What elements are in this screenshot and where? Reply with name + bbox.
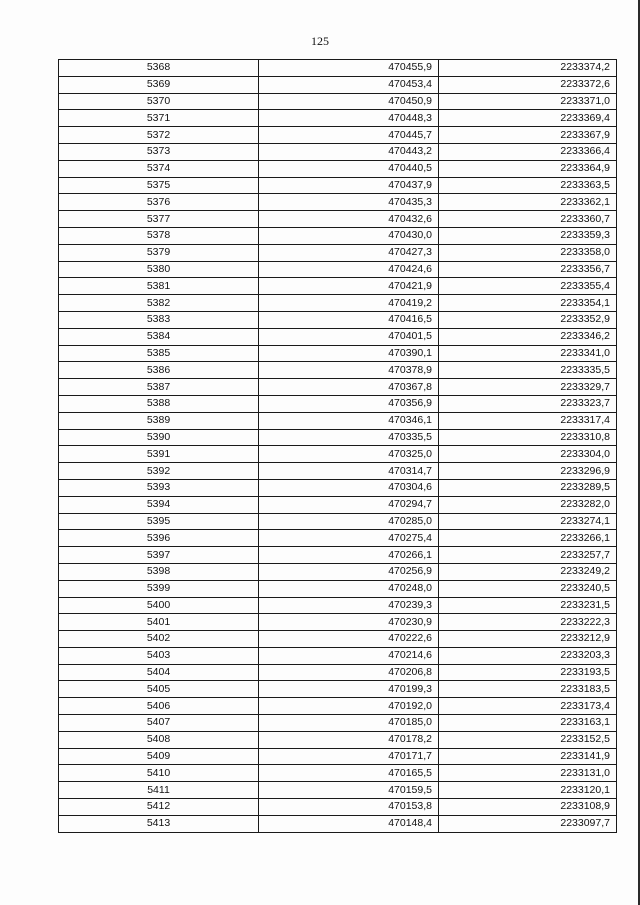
y-coordinate-cell: 2233257,7 (439, 547, 617, 564)
x-coordinate-cell: 470192,0 (259, 698, 439, 715)
x-coordinate-cell: 470390,1 (259, 345, 439, 362)
table-row (59, 715, 617, 732)
point-number-cell: 5390 (59, 429, 259, 446)
x-coordinate-cell: 470285,0 (259, 513, 439, 530)
y-coordinate-cell: 2233203,3 (439, 647, 617, 664)
table-row (59, 446, 617, 463)
table-row (59, 496, 617, 513)
x-coordinate-cell: 470450,9 (259, 93, 439, 110)
table-row (59, 580, 617, 597)
point-number-cell: 5403 (59, 647, 259, 664)
table-row (59, 110, 617, 127)
y-coordinate-cell: 2233120,1 (439, 782, 617, 799)
point-number-cell: 5369 (59, 76, 259, 93)
x-coordinate-cell: 470424,6 (259, 261, 439, 278)
table-row (59, 782, 617, 799)
y-coordinate-cell: 2233329,7 (439, 379, 617, 396)
x-coordinate-cell: 470275,4 (259, 530, 439, 547)
y-coordinate-cell: 2233152,5 (439, 731, 617, 748)
coordinates-table (58, 59, 617, 833)
y-coordinate-cell: 2233289,5 (439, 479, 617, 496)
point-number-cell: 5398 (59, 563, 259, 580)
table-row (59, 647, 617, 664)
y-coordinate-cell: 2233249,2 (439, 563, 617, 580)
x-coordinate-cell: 470335,5 (259, 429, 439, 446)
table-row (59, 547, 617, 564)
x-coordinate-cell: 470294,7 (259, 496, 439, 513)
x-coordinate-cell: 470153,8 (259, 799, 439, 816)
y-coordinate-cell: 2233296,9 (439, 463, 617, 480)
x-coordinate-cell: 470367,8 (259, 379, 439, 396)
point-number-cell: 5383 (59, 311, 259, 328)
y-coordinate-cell: 2233346,2 (439, 328, 617, 345)
x-coordinate-cell: 470256,9 (259, 563, 439, 580)
table-row (59, 614, 617, 631)
y-coordinate-cell: 2233369,4 (439, 110, 617, 127)
y-coordinate-cell: 2233193,5 (439, 664, 617, 681)
point-number-cell: 5374 (59, 160, 259, 177)
point-number-cell: 5413 (59, 815, 259, 832)
table-row (59, 631, 617, 648)
y-coordinate-cell: 2233360,7 (439, 211, 617, 228)
point-number-cell: 5391 (59, 446, 259, 463)
table-row (59, 211, 617, 228)
point-number-cell: 5409 (59, 748, 259, 765)
point-number-cell: 5404 (59, 664, 259, 681)
y-coordinate-cell: 2233266,1 (439, 530, 617, 547)
x-coordinate-cell: 470453,4 (259, 76, 439, 93)
x-coordinate-cell: 470356,9 (259, 395, 439, 412)
table-row (59, 815, 617, 832)
x-coordinate-cell: 470206,8 (259, 664, 439, 681)
x-coordinate-cell: 470165,5 (259, 765, 439, 782)
y-coordinate-cell: 2233240,5 (439, 580, 617, 597)
point-number-cell: 5411 (59, 782, 259, 799)
point-number-cell: 5373 (59, 143, 259, 160)
point-number-cell: 5380 (59, 261, 259, 278)
point-number-cell: 5389 (59, 412, 259, 429)
point-number-cell: 5410 (59, 765, 259, 782)
x-coordinate-cell: 470304,6 (259, 479, 439, 496)
y-coordinate-cell: 2233097,7 (439, 815, 617, 832)
table-row (59, 463, 617, 480)
table-row (59, 227, 617, 244)
table-body (59, 60, 617, 833)
y-coordinate-cell: 2233374,2 (439, 60, 617, 77)
point-number-cell: 5399 (59, 580, 259, 597)
table-row (59, 194, 617, 211)
table-row (59, 244, 617, 261)
point-number-cell: 5379 (59, 244, 259, 261)
y-coordinate-cell: 2233359,3 (439, 227, 617, 244)
y-coordinate-cell: 2233282,0 (439, 496, 617, 513)
y-coordinate-cell: 2233274,1 (439, 513, 617, 530)
table-row (59, 664, 617, 681)
y-coordinate-cell: 2233356,7 (439, 261, 617, 278)
table-row (59, 311, 617, 328)
point-number-cell: 5401 (59, 614, 259, 631)
table-row (59, 160, 617, 177)
x-coordinate-cell: 470266,1 (259, 547, 439, 564)
point-number-cell: 5370 (59, 93, 259, 110)
table-row (59, 278, 617, 295)
point-number-cell: 5385 (59, 345, 259, 362)
point-number-cell: 5387 (59, 379, 259, 396)
y-coordinate-cell: 2233371,0 (439, 93, 617, 110)
x-coordinate-cell: 470248,0 (259, 580, 439, 597)
table-row (59, 748, 617, 765)
point-number-cell: 5377 (59, 211, 259, 228)
y-coordinate-cell: 2233183,5 (439, 681, 617, 698)
x-coordinate-cell: 470325,0 (259, 446, 439, 463)
point-number-cell: 5392 (59, 463, 259, 480)
x-coordinate-cell: 470159,5 (259, 782, 439, 799)
y-coordinate-cell: 2233131,0 (439, 765, 617, 782)
x-coordinate-cell: 470448,3 (259, 110, 439, 127)
table-row (59, 563, 617, 580)
point-number-cell: 5394 (59, 496, 259, 513)
y-coordinate-cell: 2233173,4 (439, 698, 617, 715)
point-number-cell: 5406 (59, 698, 259, 715)
table-row (59, 60, 617, 77)
y-coordinate-cell: 2233363,5 (439, 177, 617, 194)
table-row (59, 513, 617, 530)
y-coordinate-cell: 2233352,9 (439, 311, 617, 328)
y-coordinate-cell: 2233341,0 (439, 345, 617, 362)
table-row (59, 379, 617, 396)
table-row (59, 731, 617, 748)
x-coordinate-cell: 470171,7 (259, 748, 439, 765)
point-number-cell: 5378 (59, 227, 259, 244)
x-coordinate-cell: 470401,5 (259, 328, 439, 345)
point-number-cell: 5395 (59, 513, 259, 530)
point-number-cell: 5368 (59, 60, 259, 77)
x-coordinate-cell: 470437,9 (259, 177, 439, 194)
x-coordinate-cell: 470430,0 (259, 227, 439, 244)
point-number-cell: 5388 (59, 395, 259, 412)
point-number-cell: 5381 (59, 278, 259, 295)
x-coordinate-cell: 470432,6 (259, 211, 439, 228)
y-coordinate-cell: 2233335,5 (439, 362, 617, 379)
y-coordinate-cell: 2233304,0 (439, 446, 617, 463)
x-coordinate-cell: 470445,7 (259, 127, 439, 144)
point-number-cell: 5386 (59, 362, 259, 379)
table-row (59, 681, 617, 698)
x-coordinate-cell: 470214,6 (259, 647, 439, 664)
y-coordinate-cell: 2233367,9 (439, 127, 617, 144)
x-coordinate-cell: 470443,2 (259, 143, 439, 160)
x-coordinate-cell: 470416,5 (259, 311, 439, 328)
y-coordinate-cell: 2233231,5 (439, 597, 617, 614)
point-number-cell: 5397 (59, 547, 259, 564)
x-coordinate-cell: 470421,9 (259, 278, 439, 295)
x-coordinate-cell: 470178,2 (259, 731, 439, 748)
table-row (59, 698, 617, 715)
point-number-cell: 5405 (59, 681, 259, 698)
x-coordinate-cell: 470148,4 (259, 815, 439, 832)
y-coordinate-cell: 2233222,3 (439, 614, 617, 631)
y-coordinate-cell: 2233362,1 (439, 194, 617, 211)
table-row (59, 765, 617, 782)
y-coordinate-cell: 2233364,9 (439, 160, 617, 177)
point-number-cell: 5375 (59, 177, 259, 194)
point-number-cell: 5402 (59, 631, 259, 648)
x-coordinate-cell: 470435,3 (259, 194, 439, 211)
table-row (59, 799, 617, 816)
x-coordinate-cell: 470185,0 (259, 715, 439, 732)
table-row (59, 345, 617, 362)
table-row (59, 93, 617, 110)
x-coordinate-cell: 470440,5 (259, 160, 439, 177)
x-coordinate-cell: 470378,9 (259, 362, 439, 379)
point-number-cell: 5408 (59, 731, 259, 748)
y-coordinate-cell: 2233108,9 (439, 799, 617, 816)
point-number-cell: 5371 (59, 110, 259, 127)
table-row (59, 76, 617, 93)
point-number-cell: 5382 (59, 295, 259, 312)
table-row (59, 261, 617, 278)
page-number: 125 (311, 34, 329, 48)
y-coordinate-cell: 2233354,1 (439, 295, 617, 312)
x-coordinate-cell: 470230,9 (259, 614, 439, 631)
x-coordinate-cell: 470419,2 (259, 295, 439, 312)
point-number-cell: 5407 (59, 715, 259, 732)
y-coordinate-cell: 2233141,9 (439, 748, 617, 765)
y-coordinate-cell: 2233323,7 (439, 395, 617, 412)
table-row (59, 295, 617, 312)
point-number-cell: 5372 (59, 127, 259, 144)
x-coordinate-cell: 470314,7 (259, 463, 439, 480)
y-coordinate-cell: 2233317,4 (439, 412, 617, 429)
table-row (59, 143, 617, 160)
table-row (59, 479, 617, 496)
y-coordinate-cell: 2233366,4 (439, 143, 617, 160)
table-row (59, 429, 617, 446)
table-row (59, 395, 617, 412)
table-row (59, 127, 617, 144)
y-coordinate-cell: 2233212,9 (439, 631, 617, 648)
y-coordinate-cell: 2233358,0 (439, 244, 617, 261)
table-row (59, 328, 617, 345)
table-row (59, 530, 617, 547)
x-coordinate-cell: 470222,6 (259, 631, 439, 648)
x-coordinate-cell: 470427,3 (259, 244, 439, 261)
table-row (59, 597, 617, 614)
x-coordinate-cell: 470346,1 (259, 412, 439, 429)
point-number-cell: 5412 (59, 799, 259, 816)
x-coordinate-cell: 470239,3 (259, 597, 439, 614)
x-coordinate-cell: 470455,9 (259, 60, 439, 77)
point-number-cell: 5400 (59, 597, 259, 614)
table-row (59, 362, 617, 379)
point-number-cell: 5393 (59, 479, 259, 496)
table-row (59, 177, 617, 194)
table-row (59, 412, 617, 429)
point-number-cell: 5384 (59, 328, 259, 345)
x-coordinate-cell: 470199,3 (259, 681, 439, 698)
point-number-cell: 5376 (59, 194, 259, 211)
y-coordinate-cell: 2233372,6 (439, 76, 617, 93)
y-coordinate-cell: 2233355,4 (439, 278, 617, 295)
y-coordinate-cell: 2233310,8 (439, 429, 617, 446)
point-number-cell: 5396 (59, 530, 259, 547)
y-coordinate-cell: 2233163,1 (439, 715, 617, 732)
